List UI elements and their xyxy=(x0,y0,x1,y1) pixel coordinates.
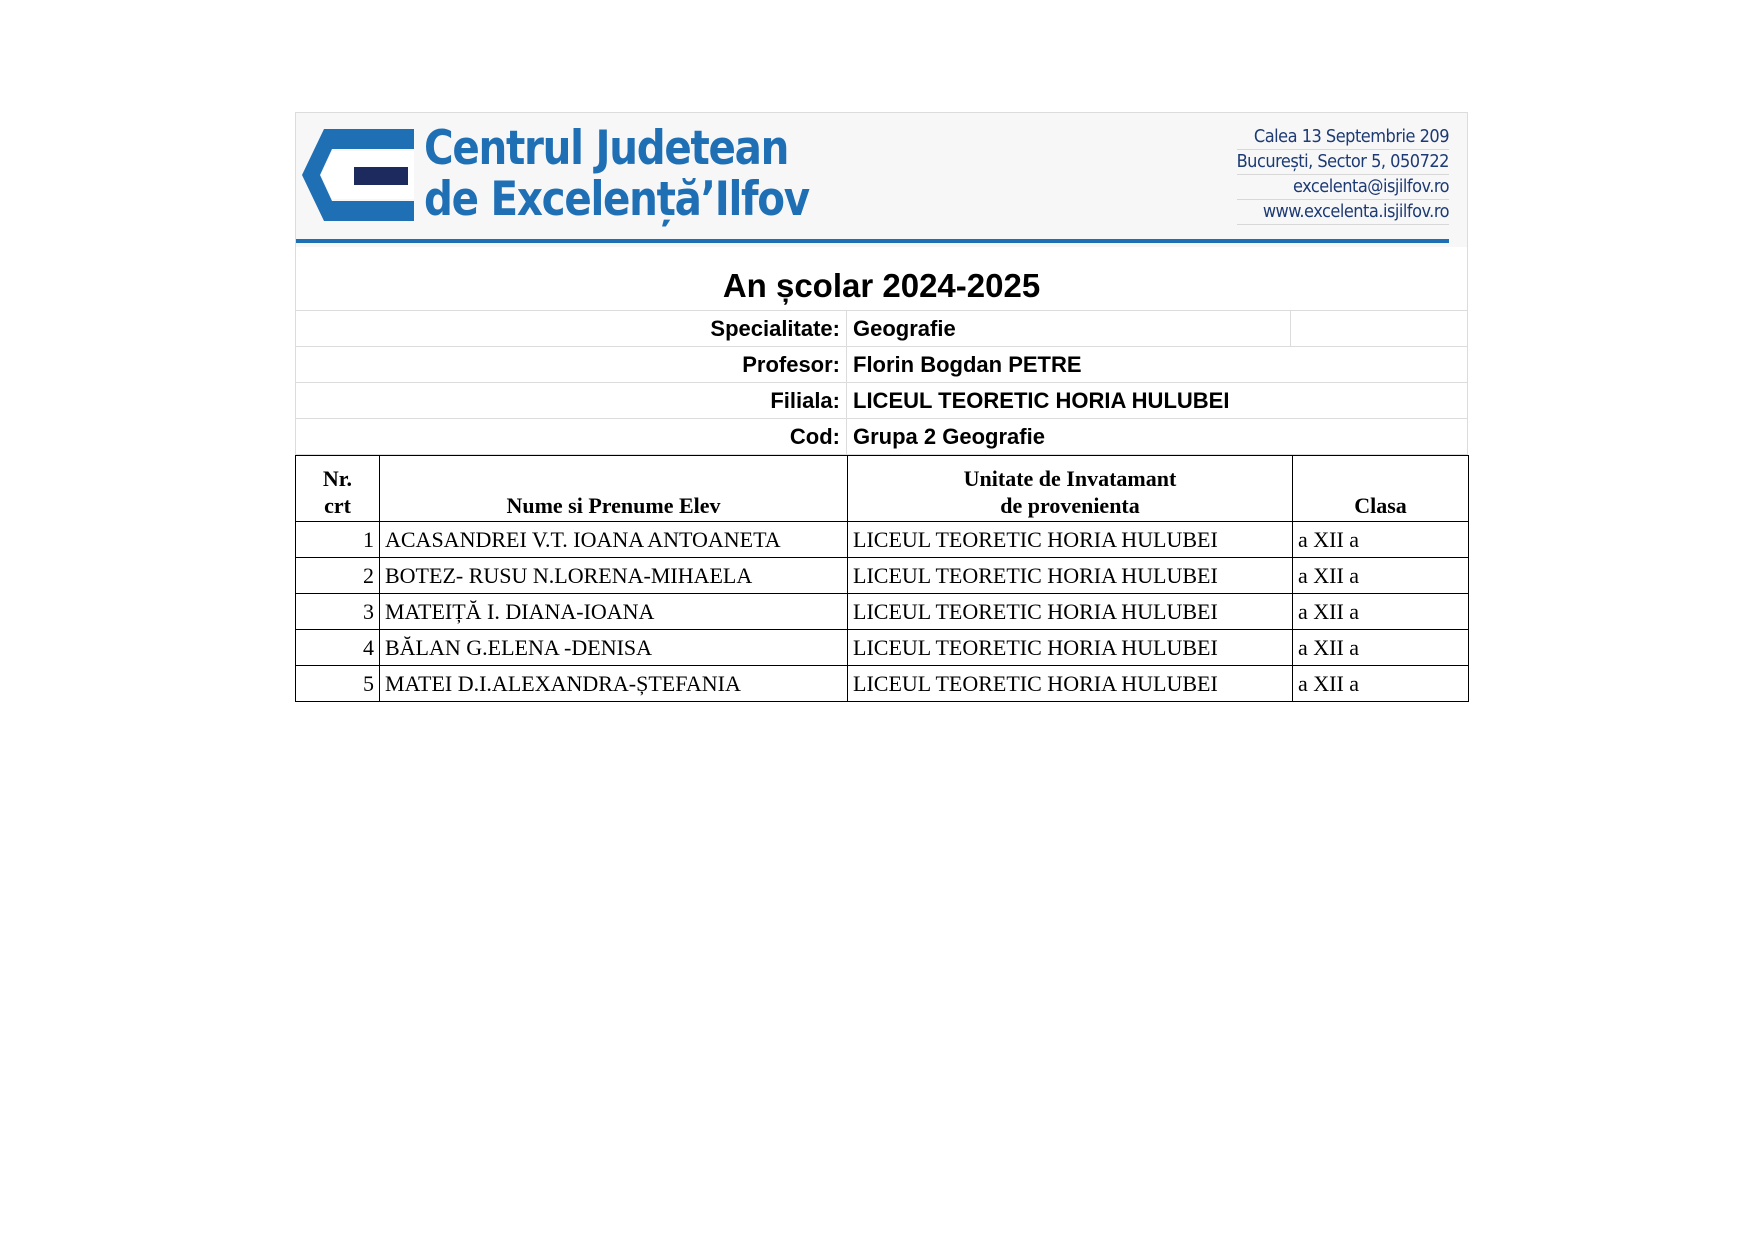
school-unit: LICEUL TEORETIC HORIA HULUBEI xyxy=(848,630,1293,666)
info-row-specialitate xyxy=(295,311,1468,347)
school-unit: LICEUL TEORETIC HORIA HULUBEI xyxy=(848,594,1293,630)
cje-logo-icon xyxy=(302,129,414,221)
cod-label: Cod: xyxy=(296,419,847,454)
table-row xyxy=(296,630,1469,666)
document-sheet xyxy=(295,112,1468,702)
cod-value: Grupa 2 Geografie xyxy=(853,424,1045,449)
school-unit: LICEUL TEORETIC HORIA HULUBEI xyxy=(848,558,1293,594)
info-row-filiala xyxy=(295,383,1468,419)
row-number: 4 xyxy=(296,630,380,666)
info-row-profesor xyxy=(295,347,1468,383)
filiala-label: Filiala: xyxy=(296,383,847,418)
class-value: a XII a xyxy=(1293,630,1469,666)
row-number: 5 xyxy=(296,666,380,702)
header-divider xyxy=(296,239,1449,243)
info-row-cod xyxy=(295,419,1468,455)
class-value: a XII a xyxy=(1293,522,1469,558)
specialitate-label: Specialitate: xyxy=(296,311,847,346)
empty-cell xyxy=(1290,311,1467,346)
header-banner xyxy=(295,112,1468,247)
address-line2: București, Sector 5, 050722 xyxy=(1237,150,1449,175)
filiala-value: LICEUL TEORETIC HORIA HULUBEI xyxy=(853,388,1230,413)
school-unit: LICEUL TEORETIC HORIA HULUBEI xyxy=(848,666,1293,702)
row-number: 3 xyxy=(296,594,380,630)
header-class: Clasa xyxy=(1293,456,1469,522)
student-name: MATEI D.I.ALEXANDRA-ȘTEFANIA xyxy=(380,666,848,702)
class-value: a XII a xyxy=(1293,594,1469,630)
row-number: 2 xyxy=(296,558,380,594)
student-name: MATEIȚĂ I. DIANA-IOANA xyxy=(380,594,848,630)
class-value: a XII a xyxy=(1293,666,1469,702)
specialitate-value: Geografie xyxy=(853,316,956,341)
org-name-line1: Centrul Judetean xyxy=(424,121,789,176)
header-student-name: Nume si Prenume Elev xyxy=(380,456,848,522)
table-row xyxy=(296,594,1469,630)
header-nr-crt: Nr. crt xyxy=(296,456,380,522)
contact-block xyxy=(1237,125,1449,225)
row-number: 1 xyxy=(296,522,380,558)
school-unit: LICEUL TEORETIC HORIA HULUBEI xyxy=(848,522,1293,558)
school-year-title: An școlar 2024-2025 xyxy=(295,247,1468,311)
org-name-line2: de Excelență’Ilfov xyxy=(424,172,809,227)
students-table xyxy=(295,455,1469,702)
table-row xyxy=(296,522,1469,558)
class-value: a XII a xyxy=(1293,558,1469,594)
student-name: BOTEZ- RUSU N.LORENA-MIHAELA xyxy=(380,558,848,594)
student-name: ACASANDREI V.T. IOANA ANTOANETA xyxy=(380,522,848,558)
table-row xyxy=(296,666,1469,702)
website-text: www.excelenta.isjilfov.ro xyxy=(1237,200,1449,225)
student-name: BĂLAN G.ELENA -DENISA xyxy=(380,630,848,666)
org-name xyxy=(424,123,809,225)
header-school-unit: Unitate de Invatamant de provenienta xyxy=(848,456,1293,522)
profesor-value: Florin Bogdan PETRE xyxy=(853,352,1082,377)
email-text: excelenta@isjilfov.ro xyxy=(1237,175,1449,200)
profesor-label: Profesor: xyxy=(296,347,847,382)
address-line1: Calea 13 Septembrie 209 xyxy=(1237,125,1449,150)
table-header-row xyxy=(296,456,1469,522)
table-row xyxy=(296,558,1469,594)
